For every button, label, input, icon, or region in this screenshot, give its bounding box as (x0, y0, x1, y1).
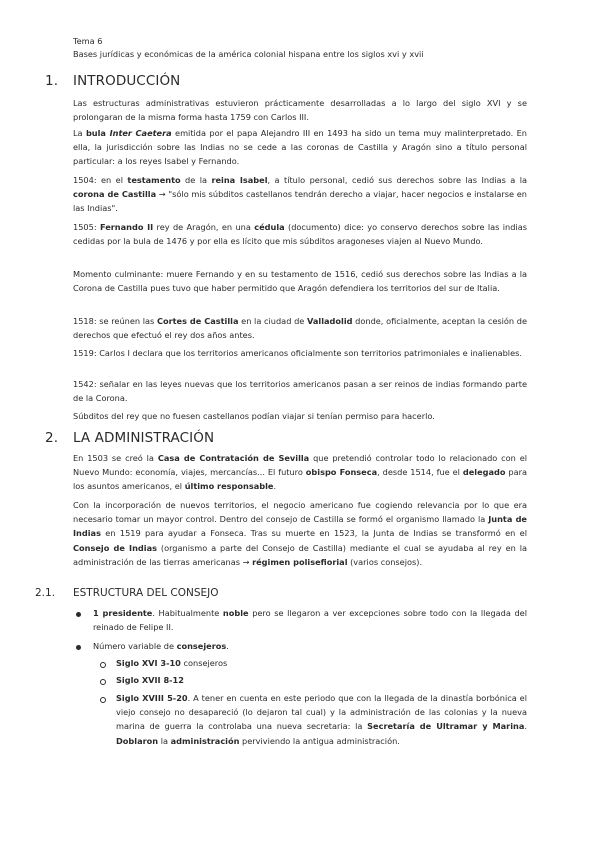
paragraph: En 1503 se creó la Casa de Contratación de Sevilla que pretendió controlar todo lo relacionado con el Nuevo Mundo: economía, viajes, mercancías... El futuro obispo Fonseca, desde 1514, fue el delegado para los asuntos americanos, el último responsable. (73, 453, 528, 492)
bullet-icon (76, 612, 81, 617)
section-2-1-number: 2.1. (35, 587, 56, 599)
sub-bullet-icon (100, 662, 106, 668)
section-2-1-title: ESTRUCTURA DEL CONSEJO (73, 587, 219, 599)
paragraph: La bula Inter Caetera emitida por el papa Alejandro III en 1493 ha sido un tema muy malinterpretado. En ella, la jurisdicción sobre las Indias no se cede a las coronas de Castilla y Aragón sino a título personal particular: a los reyes Isabel y Fernando. (73, 128, 527, 167)
paragraph: Momento culminante: muere Fernando y en su testamento de 1516, cedió sus derechos sobre las Indias a la Corona de Castilla pues tuvo que haber permitido que Aragón defendiera los territorios del sur de Italia. (73, 269, 527, 294)
list-item: Número variable de consejeros. (93, 641, 229, 651)
paragraph: 1519: Carlos I declara que los territorios americanos oficialmente son territorios patrimoniales e inalienables. (73, 348, 522, 358)
list-item: 1 presidente. Habitualmente noble pero se llegaron a ver excepciones sobre todo con la llegada del reinado de Felipe II. (93, 608, 527, 633)
section-2-number: 2. (45, 430, 59, 446)
paragraph: 1518: se reúnen las Cortes de Castilla en la ciudad de Valladolid donde, oficialmente, aceptan la cesión de derechos que efectuó el rey dos años antes. (73, 316, 527, 341)
section-1-number: 1. (45, 73, 59, 89)
paragraph: 1505: Fernando II rey de Aragón, en una cédula (documento) dice: yo conservo derechos sobre las indias cedidas por la bula de 1476 y por ella es lícito que mis súbditos aragoneses viajen al Nuevo Mundo. (73, 222, 527, 247)
paragraph: Las estructuras administrativas estuvieron prácticamente desarrolladas a lo largo del siglo XVI y se prolongaran de la misma forma hasta 1759 con Carlos III. (73, 98, 527, 123)
header-subtitle: Bases jurídicas y económicas de la américa colonial hispana entre los siglos xvi y xvii (73, 49, 424, 59)
section-2-title: LA ADMINISTRACIÓN (73, 430, 215, 446)
sub-list-item: Siglo XVI 3-10 consejeros (116, 658, 228, 668)
sub-list-item: Siglo XVII 8-12 (116, 675, 184, 685)
sub-list-item: Siglo XVIII 5-20. A tener en cuenta en este periodo que con la llegada de la dinastía borbónica el viejo consejo no desapareció (lo dejaron tal cual) y la administración de las colonias y la nueva marina de guerra la controlaba una nueva secretaria: la Secretaría de Ultramar y Marina. Doblaron la administración perviviendo la antigua administración. (116, 693, 527, 746)
paragraph: 1504: en el testamento de la reina Isabel, a título personal, cedió sus derechos sobre las Indias a la corona de Castilla → "sólo mis súbditos castellanos tendrán derecho a viajar, hacer negocios e instalarse en las Indias". (73, 175, 527, 214)
section-1-title: INTRODUCCIÓN (73, 73, 181, 89)
sub-bullet-icon (100, 697, 106, 703)
sub-bullet-icon (100, 679, 106, 685)
bullet-icon (76, 645, 81, 650)
header-topic: Tema 6 (73, 36, 103, 46)
paragraph: 1542: señalar en las leyes nuevas que los territorios americanos pasan a ser reinos de indias formando parte de la Corona. (73, 379, 527, 404)
paragraph: Con la incorporación de nuevos territorios, el negocio americano fue cogiendo relevancia por lo que era necesario tomar un mayor control. Dentro del consejo de Castilla se formó el organismo llamado la Junta de Indias en 1519 para ayudar a Fonseca. Tras su muerte en 1523, la Junta de Indias se transformó en el Consejo de Indias (organismo a parte del Consejo de Castilla) mediante el cual se ayudaba al rey en la administración de las tierras americanas → régimen polisefiorial (varios consejos). (73, 500, 527, 567)
paragraph: Súbditos del rey que no fuesen castellanos podían viajar si tenían permiso para hacerlo. (73, 411, 435, 421)
